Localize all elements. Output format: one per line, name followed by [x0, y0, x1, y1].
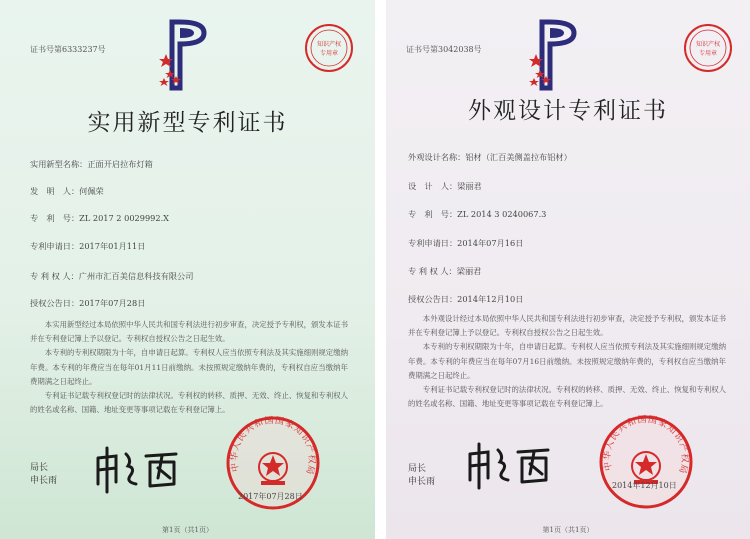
field-value: 2017年07月28日 [79, 298, 146, 308]
field-announcement-date [30, 298, 145, 309]
field-label: 专 利 号： [408, 209, 458, 219]
body-paragraph: 本实用新型经过本局依照中华人民共和国专利法进行初步审查，决定授予专利权，颁发本证书并在专利登记簿上予以登记。专利权自授权公告之日起生效。 [30, 320, 348, 344]
small-red-seal-icon [682, 22, 734, 74]
field-invention-name [30, 159, 153, 170]
official-red-seal-icon [598, 414, 694, 510]
handwritten-signature-icon [464, 436, 554, 496]
commissioner-title: 局长 [30, 463, 49, 473]
svg-text:专用章: 专用章 [698, 50, 718, 57]
svg-text:知识产权: 知识产权 [695, 41, 721, 48]
certificate-number: 证书号第6333237号 [30, 45, 106, 54]
field-label: 外观设计名称： [408, 152, 466, 162]
field-label: 专利申请日： [30, 241, 80, 251]
field-patent-number [30, 213, 169, 224]
patent-office-logo-icon [158, 14, 218, 94]
field-value: 铝材（汇百美侧盖拉布铝材） [465, 152, 572, 162]
field-value: 2014年07月16日 [457, 238, 524, 248]
certificate-title: 外观设计专利证书 [468, 98, 668, 124]
seal-date: 2017年07月28日 [238, 492, 303, 501]
field-label: 授权公告日： [408, 294, 458, 304]
seal-date: 2014年12月10日 [612, 481, 677, 490]
field-application-date [30, 241, 145, 252]
body-paragraph: 本外观设计经过本局依照中华人民共和国专利法进行初步审查，决定授予专利权，颁发本证书并在专利登记簿上予以登记。专利权自授权公告之日起生效。 [408, 314, 726, 338]
field-value: 正面开启拉布灯箱 [87, 159, 153, 169]
certificate-title: 实用新型专利证书 [87, 110, 288, 136]
svg-text:中华人民共和国国家知识产权局: 中华人民共和国国家知识产权局 [229, 415, 317, 477]
field-value: 何佩荣 [79, 186, 104, 196]
field-label: 专 利 权 人： [30, 271, 79, 281]
design-patent-certificate [386, 0, 750, 539]
field-label: 专利申请日： [408, 238, 458, 248]
svg-text:专用章: 专用章 [319, 50, 339, 57]
field-designer [408, 181, 482, 192]
certificate-body [30, 318, 348, 417]
field-label: 专 利 权 人： [408, 266, 457, 276]
field-value: ZL 2017 2 0029992.X [79, 213, 170, 223]
commissioner-name: 申长雨 [408, 477, 436, 487]
commissioner-block [30, 462, 57, 488]
field-value: 广州市汇百美信息科技有限公司 [78, 271, 194, 281]
field-design-name [408, 152, 572, 163]
certificate-body [408, 312, 726, 411]
field-label: 设 计 人： [408, 181, 458, 191]
body-paragraph: 专利证书记载专利权登记时的法律状况。专利权的转移、质押、无效、终止、恢复和专利权人的姓名或名称、国籍、地址变更等事项记载在专利登记簿上。 [30, 391, 348, 415]
body-paragraph: 本专利的专利权期限为十年，自申请日起算。专利权人应当依照专利法及其实施细则规定缴纳年费。本专利的年费应当在每年01月11日前缴纳。未按照规定缴纳年费的，专利权自应当缴纳年费期满之日起终止。 [30, 348, 348, 386]
small-red-seal-icon [303, 22, 355, 74]
patent-office-logo-icon [528, 14, 588, 94]
certificate-number: 证书号第3042038号 [406, 45, 482, 54]
field-application-date [408, 238, 523, 249]
field-announcement-date [408, 294, 523, 305]
field-value: 梁丽君 [457, 181, 482, 191]
page-number: 第1页（共1页） [542, 526, 594, 534]
field-value: 2014年12月10日 [457, 294, 524, 304]
body-paragraph: 本专利的专利权期限为十年，自申请日起算。专利权人应当依照专利法及其实施细则规定缴纳年费。本专利的年费应当在每年07月16日前缴纳。未按照规定缴纳年费的，专利权自应当缴纳年费期满之日起终止。 [408, 342, 726, 380]
field-value: ZL 2014 3 0240067.3 [457, 209, 547, 219]
field-inventor [30, 186, 104, 197]
field-value: 梁丽君 [456, 266, 482, 276]
field-patentee [30, 271, 193, 282]
field-label: 实用新型名称： [30, 159, 88, 169]
svg-text:中华人民共和国国家知识产权局: 中华人民共和国国家知识产权局 [602, 414, 690, 476]
field-patent-number [408, 209, 546, 220]
handwritten-signature-icon [92, 440, 182, 500]
svg-text:知识产权: 知识产权 [316, 41, 342, 48]
field-patentee [408, 266, 481, 277]
divider [375, 0, 386, 539]
commissioner-title: 局长 [408, 464, 427, 474]
commissioner-name: 申长雨 [30, 476, 58, 486]
field-label: 授权公告日： [30, 298, 80, 308]
body-paragraph: 专利证书记载专利权登记时的法律状况。专利权的转移、质押、无效、终止、恢复和专利权人的姓名或名称、国籍、地址变更等事项记载在专利登记簿上。 [408, 385, 726, 409]
field-value: 2017年01月11日 [79, 241, 146, 251]
field-label: 发 明 人： [30, 186, 80, 196]
page-number: 第1页（共1页） [162, 526, 213, 534]
field-label: 专 利 号： [30, 213, 80, 223]
commissioner-block [408, 463, 435, 489]
